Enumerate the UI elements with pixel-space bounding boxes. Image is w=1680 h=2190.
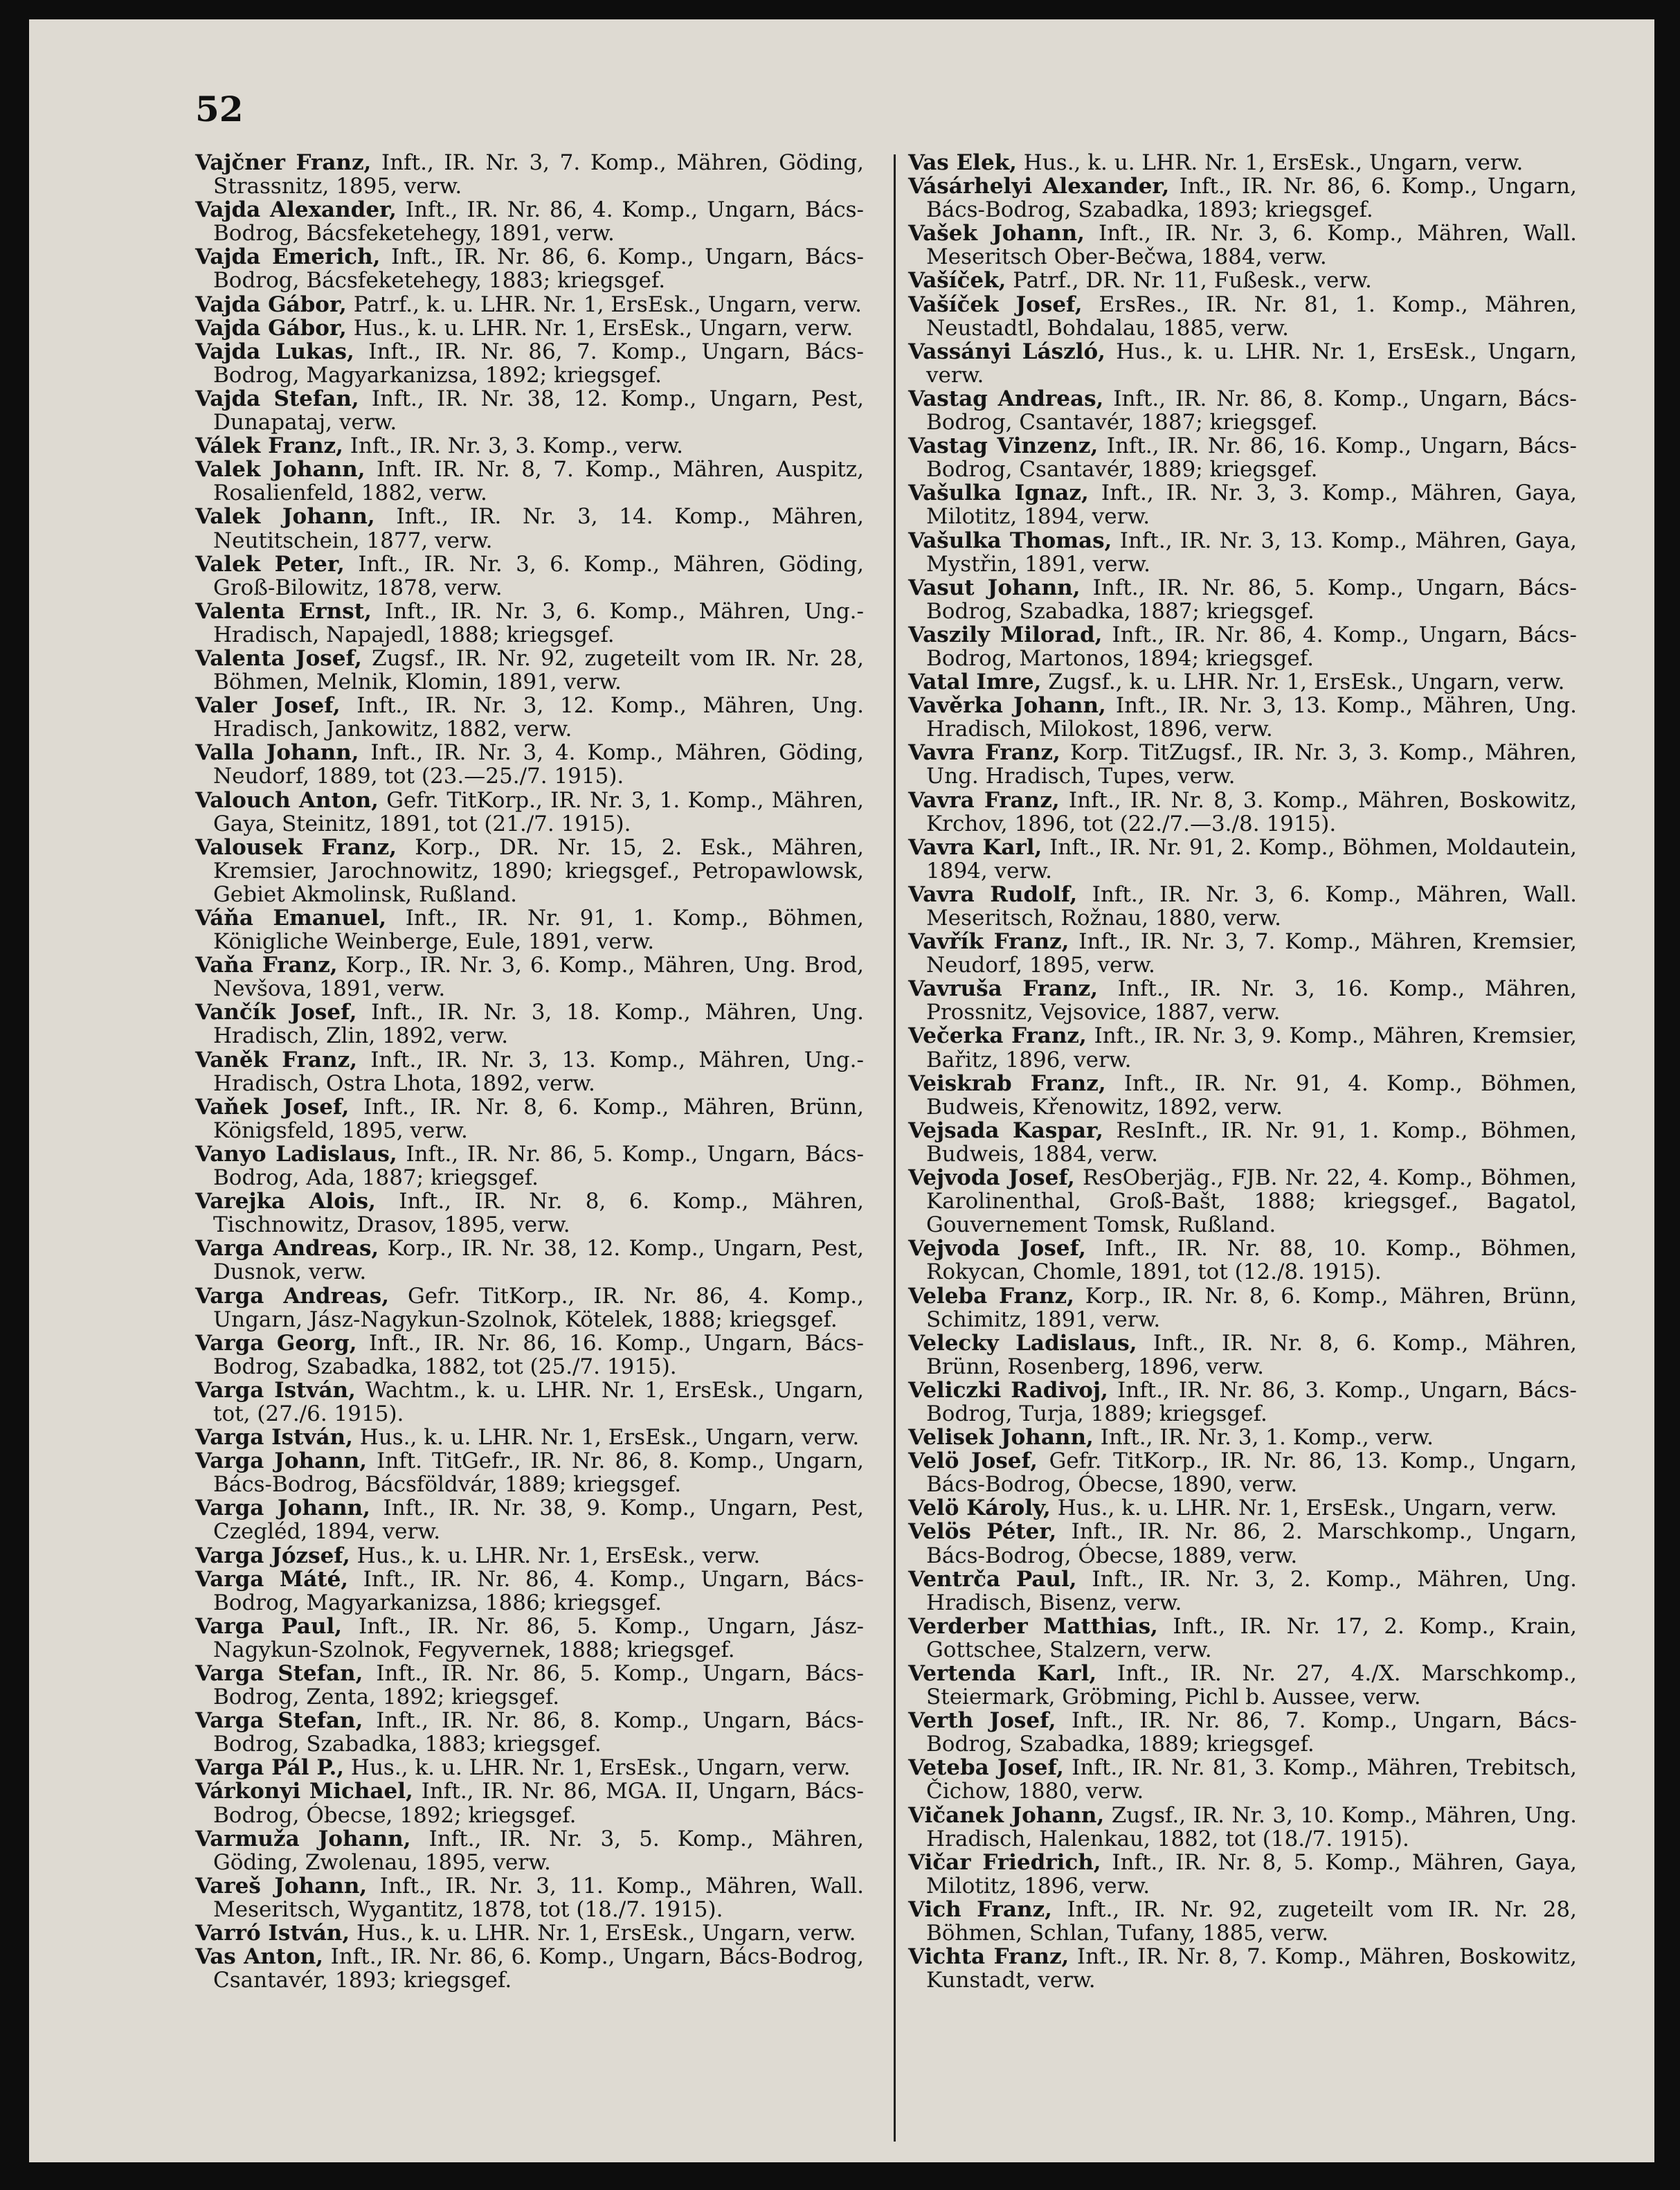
entry-details: Inft. IR. Nr. 8, 7. Komp., Mähren, Auspitz, Rosalienfeld, 1882, verw. — [213, 457, 864, 506]
entry-name: Vásárhelyi Alexander, — [908, 174, 1170, 199]
entry-details: Hus., k. u. LHR. Nr. 1, ErsEsk., Ungarn, verw. — [344, 1755, 851, 1781]
entry-details: Inft., IR. Nr. 86, 5. Komp., Ungarn, Bács-Bodrog, Szabadka, 1887; kriegsgef. — [926, 575, 1577, 624]
entry-name: Vašíček, — [908, 268, 1006, 294]
entry-details: Inft., IR. Nr. 3, 13. Komp., Mähren, Ung. Hradisch, Milokost, 1896, verw. — [926, 693, 1577, 742]
page-scan — [29, 19, 1654, 2162]
entry-name: Vašíček Josef, — [908, 291, 1083, 317]
entry-details: Inft., IR. Nr. 86, 4. Komp., Ungarn, Bács-Bodrog, Magyarkanizsa, 1886; kriegsgef. — [213, 1566, 864, 1615]
entry-name: Vaněk Franz, — [195, 1047, 358, 1072]
entry-name: Vavěrka Johann, — [908, 693, 1106, 719]
right-column — [908, 151, 1577, 1992]
casualty-entry — [908, 1379, 1577, 1426]
entry-name: Varga Stefan, — [195, 1661, 363, 1686]
casualty-entry — [908, 1898, 1577, 1945]
entry-name: Valer Josef, — [195, 693, 341, 719]
entry-details: Gefr. TitKorp., IR. Nr. 3, 1. Komp., Mähren, Gaya, Steinitz, 1891, tot (21./7. 1915). — [213, 787, 864, 836]
entry-details: Korp., DR. Nr. 15, 2. Esk., Mähren, Kremsier, Jarochnowitz, 1890; kriegsgef., Petropawlowsk, Gebiet Akmolinsk, Rußland. — [213, 834, 864, 907]
entry-details: Inft., IR. Nr. 86, 16. Komp., Ungarn, Bács-Bodrog, Csantavér, 1889; kriegsgef. — [926, 433, 1577, 483]
casualty-entry — [195, 1237, 864, 1284]
casualty-entry — [195, 1756, 864, 1779]
entry-name: Verderber Matthias, — [908, 1613, 1158, 1639]
entry-name: Varga István, — [195, 1377, 356, 1403]
casualty-entry — [908, 1237, 1577, 1284]
entry-details: Inft., IR. Nr. 91, 1. Komp., Böhmen, Königliche Weinberge, Eule, 1891, verw. — [213, 906, 864, 955]
entry-details: Inft., IR. Nr. 86, 5. Komp., Ungarn, Bács-Bodrog, Ada, 1887; kriegsgef. — [213, 1141, 864, 1191]
entry-name: Vičar Friedrich, — [908, 1849, 1101, 1875]
entry-name: Váňa Emanuel, — [195, 906, 387, 931]
entry-details: Inft., IR. Nr. 86, 4. Komp., Ungarn, Bács-Bodrog, Martonos, 1894; kriegsgef. — [926, 622, 1577, 671]
entry-details: Inft., IR. Nr. 86, 5. Komp., Ungarn, Bács-Bodrog, Zenta, 1892; kriegsgef. — [213, 1661, 864, 1710]
entry-details: Inft., IR. Nr. 8, 7. Komp., Mähren, Boskowitz, Kunstadt, verw. — [926, 1944, 1577, 1993]
entry-name: Verth Josef, — [908, 1708, 1056, 1734]
casualty-entry — [195, 340, 864, 387]
entry-details: Inft., IR. Nr. 86, 7. Komp., Ungarn, Bács-Bodrog, Szabadka, 1889; kriegsgef. — [926, 1708, 1577, 1757]
entry-name: Vajda Alexander, — [195, 197, 397, 223]
entry-details: Inft., IR. Nr. 91, 4. Komp., Böhmen, Budweis, Křenowitz, 1892, verw. — [926, 1070, 1577, 1120]
entry-details: Inft., IR. Nr. 86, 6. Komp., Ungarn, Bács-Bodrog, Bácsfeketehegy, 1883; kriegsgef. — [213, 244, 864, 294]
casualty-entry — [908, 434, 1577, 481]
casualty-entry — [908, 1426, 1577, 1449]
entry-name: Valla Johann, — [195, 740, 359, 766]
entry-name: Vančík Josef, — [195, 1000, 357, 1025]
casualty-entry — [908, 1024, 1577, 1071]
entry-details: Korp., IR. Nr. 3, 6. Komp., Mähren, Ung. Brod, Nevšova, 1891, verw. — [213, 953, 864, 1002]
entry-details: Inft., IR. Nr. 3, 3. Komp., Mähren, Gaya, Milotitz, 1894, verw. — [926, 481, 1578, 530]
entry-name: Vasut Johann, — [908, 575, 1081, 600]
casualty-entry — [908, 623, 1577, 670]
casualty-entry — [908, 1119, 1577, 1166]
casualty-entry — [908, 1945, 1577, 1992]
entry-name: Vajčner Franz, — [195, 150, 372, 175]
casualty-entry — [908, 222, 1577, 269]
entry-details: Inft., IR. Nr. 86, MGA. II, Ungarn, Bács-Bodrog, Óbecse, 1892; kriegsgef. — [213, 1779, 864, 1828]
entry-details: Hus., k. u. LHR. Nr. 1, ErsEsk., Ungarn, verw. — [350, 1921, 856, 1946]
entry-name: Velisek Johann, — [908, 1425, 1094, 1451]
entry-name: Vas Anton, — [195, 1944, 324, 1970]
entry-name: Valouch Anton, — [195, 787, 379, 813]
entry-name: Vavřík Franz, — [908, 929, 1069, 955]
entry-details: Korp., IR. Nr. 38, 12. Komp., Ungarn, Pest, Dusnok, verw. — [213, 1236, 864, 1285]
casualty-entry — [908, 387, 1577, 434]
entry-name: Vas Elek, — [908, 150, 1017, 175]
casualty-entry — [908, 1331, 1577, 1379]
casualty-entry — [195, 1544, 864, 1568]
casualty-entry — [195, 836, 864, 906]
entry-name: Valek Johann, — [195, 457, 365, 483]
entry-details: Inft., IR. Nr. 8, 6. Komp., Mähren, Brünn, Königsfeld, 1895, verw. — [213, 1094, 864, 1143]
casualty-entry — [908, 1496, 1577, 1520]
casualty-entry — [908, 1851, 1577, 1898]
casualty-entry — [908, 1804, 1577, 1851]
entry-details: Inft., IR. Nr. 86, 5. Komp., Ungarn, Jász-Nagykun-Szolnok, Fegyvernek, 1888; kriegsgef. — [213, 1613, 864, 1662]
casualty-entry — [195, 316, 864, 340]
casualty-entry — [908, 694, 1577, 741]
casualty-entry — [195, 789, 864, 836]
casualty-entry — [195, 1827, 864, 1874]
casualty-entry — [195, 1048, 864, 1095]
entry-name: Varejka Alois, — [195, 1189, 376, 1214]
entry-details: Hus., k. u. LHR. Nr. 1, ErsEsk., Ungarn, verw. — [926, 339, 1578, 388]
entry-details: Inft., IR. Nr. 8, 5. Komp., Mähren, Gaya, Milotitz, 1896, verw. — [926, 1849, 1577, 1899]
entry-name: Vejsada Kaspar, — [908, 1118, 1103, 1143]
entry-details: Inft., IR. Nr. 86, 3. Komp., Ungarn, Bács-Bodrog, Turja, 1889; kriegsgef. — [926, 1377, 1577, 1426]
entry-name: Varga István, — [195, 1425, 353, 1451]
entry-details: Inft., IR. Nr. 3, 3. Komp., verw. — [343, 433, 684, 459]
entry-name: Varga Johann, — [195, 1496, 370, 1521]
entry-details: Inft., IR. Nr. 86, 16. Komp., Ungarn, Bács-Bodrog, Szabadka, 1882, tot (25./7. 1915). — [213, 1330, 864, 1379]
casualty-entry — [908, 293, 1577, 340]
entry-details: Inft., IR. Nr. 3, 6. Komp., Mähren, Ung.-Hradisch, Napajedl, 1888; kriegsgef. — [213, 598, 865, 647]
entry-name: Valek Johann, — [195, 504, 375, 530]
casualty-entry — [195, 553, 864, 600]
entry-details: Inft., IR. Nr. 8, 6. Komp., Mähren, Brünn, Rosenberg, 1896, verw. — [926, 1330, 1577, 1379]
casualty-entry — [195, 1284, 864, 1331]
entry-name: Vašulka Thomas, — [908, 528, 1112, 553]
entry-name: Vajda Gábor, — [195, 291, 347, 317]
casualty-entry — [908, 151, 1577, 174]
casualty-entry — [195, 1000, 864, 1048]
entry-name: Vastag Vinzenz, — [908, 433, 1099, 459]
entry-details: Inft. TitGefr., IR. Nr. 86, 8. Komp., Ungarn, Bács-Bodrog, Bácsföldvár, 1889; kriegsgef. — [213, 1448, 864, 1498]
entry-name: Varga Stefan, — [195, 1708, 363, 1734]
entry-name: Vavra Karl, — [908, 834, 1042, 860]
entry-details: Inft., IR. Nr. 3, 5. Komp., Mähren, Göding, Zwolenau, 1895, verw. — [213, 1826, 864, 1875]
column-divider — [894, 154, 896, 2142]
casualty-entry — [195, 741, 864, 788]
entry-details: Inft., IR. Nr. 3, 6. Komp., Mähren, Wall. Meseritsch Ober-Bečwa, 1884, verw. — [926, 221, 1577, 270]
entry-details: Inft., IR. Nr. 3, 6. Komp., Mähren, Wall. Meseritsch, Rožnau, 1880, verw. — [926, 881, 1577, 931]
entry-name: Varga József, — [195, 1543, 350, 1568]
casualty-entry — [195, 198, 864, 245]
entry-details: Hus., k. u. LHR. Nr. 1, ErsEsk., Ungarn, verw. — [346, 315, 853, 341]
casualty-entry — [195, 1945, 864, 1992]
entry-details: Hus., k. u. LHR. Nr. 1, ErsEsk., Ungarn, verw. — [1016, 150, 1524, 175]
casualty-entry — [908, 481, 1577, 528]
entry-details: Inft., IR. Nr. 3, 7. Komp., Mähren, Göding, Strassnitz, 1895, verw. — [213, 150, 864, 199]
casualty-entry — [195, 245, 864, 292]
entry-name: Ventrča Paul, — [908, 1566, 1077, 1592]
casualty-entry — [908, 269, 1577, 292]
casualty-entry — [195, 694, 864, 741]
entry-details: Inft., IR. Nr. 17, 2. Komp., Krain, Gottschee, Stalzern, verw. — [926, 1613, 1577, 1662]
casualty-entry — [195, 458, 864, 505]
casualty-entry — [195, 1874, 864, 1921]
entry-details: Inft., IR. Nr. 91, 2. Komp., Böhmen, Moldautein, 1894, verw. — [926, 834, 1578, 883]
entry-details: Inft., IR. Nr. 3, 2. Komp., Mähren, Ung. Hradisch, Bisenz, verw. — [926, 1566, 1578, 1615]
entry-details: Gefr. TitKorp., IR. Nr. 86, 13. Komp., Ungarn, Bács-Bodrog, Óbecse, 1890, verw. — [926, 1448, 1577, 1498]
entry-details: Inft., IR. Nr. 86, 2. Marschkomp., Ungarn, Bács-Bodrog, Óbecse, 1889, verw. — [926, 1519, 1577, 1568]
entry-name: Vanyo Ladislaus, — [195, 1141, 397, 1167]
entry-name: Večerka Franz, — [908, 1023, 1087, 1049]
entry-details: Zugsf., IR. Nr. 92, zugeteilt vom IR. Nr. 28, Böhmen, Melnik, Klomin, 1891, verw. — [213, 645, 864, 695]
casualty-entry — [195, 1709, 864, 1756]
casualty-entry — [908, 977, 1577, 1024]
casualty-entry — [908, 789, 1577, 836]
casualty-entry — [195, 1779, 864, 1827]
entry-name: Varga Andreas, — [195, 1283, 389, 1309]
entry-name: Vareš Johann, — [195, 1873, 368, 1899]
entry-details: Hus., k. u. LHR. Nr. 1, ErsEsk., verw. — [350, 1543, 761, 1568]
entry-name: Valenta Josef, — [195, 645, 362, 671]
casualty-entry — [908, 529, 1577, 576]
entry-name: Valenta Ernst, — [195, 598, 372, 624]
casualty-entry — [908, 836, 1577, 883]
entry-name: Velös Péter, — [908, 1519, 1057, 1545]
entry-name: Vajda Emerich, — [195, 244, 381, 270]
casualty-entry — [195, 600, 864, 647]
entry-name: Vaszily Milorad, — [908, 622, 1103, 647]
entry-name: Vavra Rudolf, — [908, 881, 1078, 907]
casualty-entry — [908, 930, 1577, 977]
entry-name: Velö Josef, — [908, 1448, 1038, 1474]
casualty-entry — [195, 505, 864, 552]
entry-name: Vašek Johann, — [908, 221, 1085, 246]
entry-details: Inft., IR. Nr. 8, 3. Komp., Mähren, Boskowitz, Krchov, 1896, tot (22./7.—3./8. 1915). — [926, 787, 1577, 836]
entry-details: Inft., IR. Nr. 81, 3. Komp., Mähren, Trebitsch, Čichow, 1880, verw. — [926, 1755, 1577, 1804]
entry-name: Várkonyi Michael, — [195, 1779, 413, 1804]
left-column — [195, 151, 864, 1992]
entry-details: Inft., IR. Nr. 86, 6. Komp., Ungarn, Bács-Bodrog, Csantavér, 1893; kriegsgef. — [213, 1944, 864, 1993]
casualty-entry — [195, 387, 864, 434]
entry-name: Varmuža Johann, — [195, 1826, 411, 1851]
entry-name: Veleba Franz, — [908, 1283, 1074, 1309]
entry-name: Varga Máté, — [195, 1566, 349, 1592]
entry-details: Inft., IR. Nr. 3, 11. Komp., Mähren, Wall. Meseritsch, Wygantitz, 1878, tot (18./7. 1915). — [213, 1873, 864, 1922]
entry-details: Inft., IR. Nr. 3, 1. Komp., verw. — [1093, 1425, 1434, 1451]
entry-name: Vaňek Josef, — [195, 1094, 350, 1120]
entry-details: Inft., IR. Nr. 86, 6. Komp., Ungarn, Bács-Bodrog, Szabadka, 1893; kriegsgef. — [926, 174, 1577, 223]
entry-name: Vaňa Franz, — [195, 953, 338, 978]
casualty-entry — [195, 151, 864, 198]
casualty-entry — [195, 953, 864, 1000]
entry-name: Veliczki Radivoj, — [908, 1377, 1108, 1403]
entry-name: Vichta Franz, — [908, 1944, 1069, 1970]
entry-name: Vajda Stefan, — [195, 386, 359, 411]
entry-details: Korp. TitZugsf., IR. Nr. 3, 3. Komp., Mähren, Ung. Hradisch, Tupes, verw. — [926, 740, 1577, 789]
entry-name: Vatal Imre, — [908, 670, 1042, 695]
entry-name: Vavra Franz, — [908, 740, 1060, 766]
casualty-entry — [195, 1095, 864, 1142]
entry-name: Vejvoda Josef, — [908, 1236, 1086, 1262]
casualty-entry — [195, 1568, 864, 1615]
casualty-entry — [908, 1072, 1577, 1119]
entry-details: Hus., k. u. LHR. Nr. 1, ErsEsk., Ungarn, verw. — [1050, 1496, 1557, 1521]
entry-details: Korp., IR. Nr. 8, 6. Komp., Mähren, Brünn, Schimitz, 1891, verw. — [926, 1283, 1578, 1332]
casualty-entry — [908, 1449, 1577, 1496]
casualty-entry — [908, 1166, 1577, 1237]
casualty-entry — [195, 1615, 864, 1662]
casualty-entry — [908, 1284, 1577, 1331]
entry-name: Velecky Ladislaus, — [908, 1330, 1137, 1356]
entry-details: Inft., IR. Nr. 92, zugeteilt vom IR. Nr. 28, Böhmen, Schlan, Tufany, 1885, verw. — [926, 1896, 1578, 1946]
casualty-entry — [195, 1331, 864, 1379]
entry-name: Varga Georg, — [195, 1330, 357, 1356]
entry-details: Inft., IR. Nr. 3, 14. Komp., Mähren, Neutitschein, 1877, verw. — [213, 504, 865, 553]
entry-details: ResOberjäg., FJB. Nr. 22, 4. Komp., Böhmen, Karolinenthal, Groß-Bašt, 1888; kriegsgef., Bagatol, Gouvernement Tomsk, Rußland. — [926, 1165, 1577, 1238]
entry-name: Vajda Lukas, — [195, 339, 354, 364]
entry-details: Inft., IR. Nr. 86, 7. Komp., Ungarn, Bács-Bodrog, Magyarkanizsa, 1892; kriegsgef. — [213, 339, 864, 388]
casualty-entry — [908, 174, 1577, 222]
entry-details: Zugsf., k. u. LHR. Nr. 1, ErsEsk., Ungarn, verw. — [1041, 670, 1565, 695]
entry-name: Vajda Gábor, — [195, 315, 347, 341]
entry-details: Inft., IR. Nr. 3, 12. Komp., Mähren, Ung. Hradisch, Jankowitz, 1882, verw. — [213, 693, 865, 742]
entry-details: ResInft., IR. Nr. 91, 1. Komp., Böhmen, Budweis, 1884, verw. — [926, 1118, 1577, 1167]
entry-name: Velö Károly, — [908, 1496, 1051, 1521]
entry-name: Vavra Franz, — [908, 787, 1060, 813]
entry-details: Inft., IR. Nr. 38, 9. Komp., Ungarn, Pest, Czegléd, 1894, verw. — [213, 1496, 864, 1545]
entry-details: Hus., k. u. LHR. Nr. 1, ErsEsk., Ungarn, verw. — [352, 1425, 860, 1451]
entry-name: Vertenda Karl, — [908, 1661, 1097, 1686]
entry-details: Inft., IR. Nr. 86, 8. Komp., Ungarn, Bács-Bodrog, Csantavér, 1887; kriegsgef. — [926, 386, 1577, 436]
casualty-entry — [195, 1496, 864, 1543]
casualty-entry — [908, 1520, 1577, 1567]
casualty-entry — [908, 1756, 1577, 1803]
entry-details: Inft., IR. Nr. 3, 13. Komp., Mähren, Gaya, Mystřin, 1891, verw. — [926, 528, 1577, 577]
entry-name: Varga Paul, — [195, 1613, 343, 1639]
entry-details: Inft., IR. Nr. 88, 10. Komp., Böhmen, Rokycan, Chomle, 1891, tot (12./8. 1915). — [926, 1236, 1578, 1285]
casualty-entry — [195, 1449, 864, 1496]
entry-details: Patrf., k. u. LHR. Nr. 1, ErsEsk., Ungarn, verw. — [346, 291, 862, 317]
entry-details: Inft., IR. Nr. 3, 18. Komp., Mähren, Ung. Hradisch, Zlin, 1892, verw. — [213, 1000, 864, 1049]
casualty-entry — [908, 1662, 1577, 1709]
entry-details: Inft., IR. Nr. 3, 9. Komp., Mähren, Kremsier, Bařitz, 1896, verw. — [926, 1023, 1577, 1072]
entry-details: Gefr. TitKorp., IR. Nr. 86, 4. Komp., Ungarn, Jász-Nagykun-Szolnok, Kötelek, 1888; kriegsgef. — [213, 1283, 864, 1332]
entry-name: Vejvoda Josef, — [908, 1165, 1075, 1191]
entry-details: Inft., IR. Nr. 3, 7. Komp., Mähren, Kremsier, Neudorf, 1895, verw. — [926, 929, 1578, 978]
casualty-entry — [195, 1921, 864, 1945]
entry-details: Inft., IR. Nr. 3, 13. Komp., Mähren, Ung.-Hradisch, Ostra Lhota, 1892, verw. — [213, 1047, 864, 1096]
casualty-entry — [908, 1615, 1577, 1662]
entry-name: Varga Johann, — [195, 1448, 368, 1474]
entry-details: Inft., IR. Nr. 3, 4. Komp., Mähren, Göding, Neudorf, 1889, tot (23.—25./7. 1915). — [213, 740, 864, 789]
casualty-entry — [908, 1568, 1577, 1615]
entry-details: Inft., IR. Nr. 27, 4./X. Marschkomp., Steiermark, Gröbming, Pichl b. Aussee, verw. — [926, 1661, 1577, 1710]
casualty-entry — [195, 434, 864, 458]
entry-name: Válek Franz, — [195, 433, 343, 459]
casualty-entry — [908, 1709, 1577, 1756]
casualty-entry — [195, 1662, 864, 1709]
entry-details: Inft., IR. Nr. 86, 8. Komp., Ungarn, Bács-Bodrog, Szabadka, 1883; kriegsgef. — [213, 1708, 864, 1757]
entry-name: Vastag Andreas, — [908, 386, 1104, 411]
entry-name: Varga Pál P., — [195, 1755, 345, 1781]
entry-details: Patrf., DR. Nr. 11, Fußesk., verw. — [1006, 268, 1372, 294]
casualty-entry — [195, 293, 864, 316]
entry-name: Vašulka Ignaz, — [908, 481, 1089, 506]
page-number: 52 — [195, 89, 244, 129]
entry-name: Veiskrab Franz, — [908, 1070, 1106, 1096]
entry-name: Vavruša Franz, — [908, 976, 1099, 1002]
entry-details: Inft., IR. Nr. 3, 16. Komp., Mähren, Prossnitz, Vejsovice, 1887, verw. — [926, 976, 1577, 1025]
entry-details: Inft., IR. Nr. 8, 6. Komp., Mähren, Tischnowitz, Drasov, 1895, verw. — [213, 1189, 864, 1238]
entry-name: Vich Franz, — [908, 1896, 1052, 1922]
entry-name: Veteba Josef, — [908, 1755, 1064, 1781]
casualty-entry — [908, 576, 1577, 623]
entry-details: Inft., IR. Nr. 86, 4. Komp., Ungarn, Bács-Bodrog, Bácsfeketehegy, 1891, verw. — [213, 197, 864, 246]
entry-details: ErsRes., IR. Nr. 81, 1. Komp., Mähren, Neustadtl, Bohdalau, 1885, verw. — [926, 291, 1577, 341]
entry-details: Zugsf., IR. Nr. 3, 10. Komp., Mähren, Ung. Hradisch, Halenkau, 1882, tot (18./7. 1915). — [926, 1802, 1577, 1851]
entry-details: Inft., IR. Nr. 38, 12. Komp., Ungarn, Pest, Dunapataj, verw. — [213, 386, 865, 436]
casualty-entry — [195, 1426, 864, 1449]
entry-name: Varga Andreas, — [195, 1236, 379, 1262]
entry-name: Valek Peter, — [195, 551, 345, 577]
casualty-entry — [195, 647, 864, 694]
entry-details: Wachtm., k. u. LHR. Nr. 1, ErsEsk., Ungarn, tot, (27./6. 1915). — [213, 1377, 864, 1426]
casualty-entry — [195, 1379, 864, 1426]
entry-name: Vičanek Johann, — [908, 1802, 1105, 1828]
entry-details: Inft., IR. Nr. 3, 6. Komp., Mähren, Göding, Groß-Bilowitz, 1878, verw. — [213, 551, 864, 600]
casualty-entry — [908, 741, 1577, 788]
casualty-entry — [195, 1142, 864, 1190]
casualty-entry — [195, 1190, 864, 1237]
entry-name: Varró István, — [195, 1921, 350, 1946]
casualty-entry — [195, 906, 864, 953]
entry-name: Valousek Franz, — [195, 834, 397, 860]
entry-name: Vassányi László, — [908, 339, 1105, 364]
casualty-entry — [908, 883, 1577, 930]
casualty-entry — [908, 670, 1577, 694]
casualty-entry — [908, 340, 1577, 387]
